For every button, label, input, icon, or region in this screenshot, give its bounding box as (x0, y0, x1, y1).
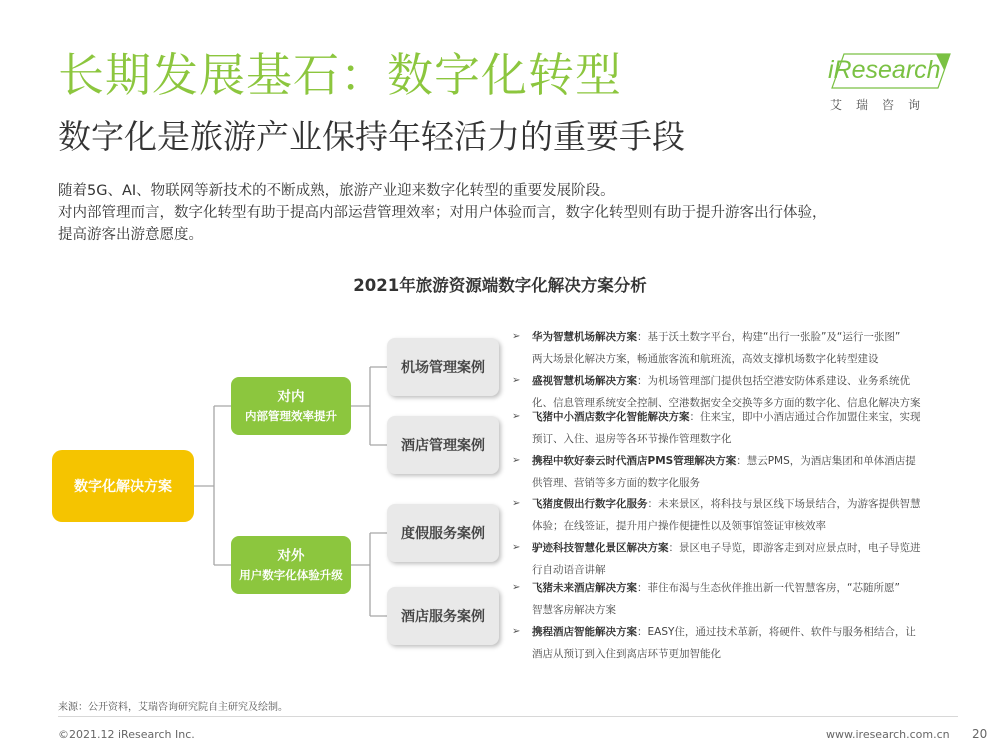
arrow-bullet-icon: ➢ (512, 331, 521, 342)
arrow-bullet-icon: ➢ (512, 455, 521, 466)
footer-divider (58, 716, 958, 717)
solution-name: 驴迹科技智慧化景区解决方案 (532, 542, 669, 554)
solution-text: 预订、入住、退房等各环节操作管理数字化 (532, 433, 732, 445)
diagram-title: 2021年旅游资源端数字化解决方案分析 (353, 276, 647, 295)
arrow-bullet-icon: ➢ (512, 375, 521, 386)
list-item (512, 450, 957, 494)
logo-brand: iResearch (828, 56, 941, 84)
branch-external (231, 536, 351, 594)
desc-airport (512, 326, 957, 414)
root-label: 数字化解决方案 (74, 479, 172, 495)
logo-cn: 艾瑞咨询 (830, 98, 935, 112)
solution-text: ：慧云PMS，为酒店集团和单体酒店提 (736, 455, 916, 467)
source-note: 来源：公开资料，艾瑞咨询研究院自主研究及绘制。 (58, 702, 288, 713)
solution-name: 华为智慧机场解决方案 (532, 331, 637, 343)
solution-text: 行自动语音讲解 (532, 564, 606, 576)
desc-hotel-management (512, 406, 957, 494)
arrow-bullet-icon: ➢ (512, 626, 521, 637)
desc-vacation (512, 493, 957, 581)
solution-text: ：基于沃土数字平台，构建“出行一张脸”及“运行一张图” (637, 331, 901, 343)
solution-text: 两大场景化解决方案，畅通旅客流和航班流，高效支撑机场数字化转型建设 (532, 353, 879, 365)
list-item (512, 537, 957, 581)
solution-text: ：为机场管理部门提供包括空港安防体系建设、业务系统优 (637, 375, 910, 387)
list-item (512, 406, 957, 450)
list-item (512, 493, 957, 537)
case-vacation (387, 504, 499, 562)
solution-text: 酒店从预订到入住到离店环节更加智能化 (532, 648, 721, 660)
case-label: 度假服务案例 (401, 526, 485, 542)
solution-name: 飞猪中小酒店数字化智能解决方案 (532, 411, 690, 423)
solution-text: 体验；在线签证，提升用户操作便捷性以及领事馆签证审核效率 (532, 520, 826, 532)
intro-line: 提高游客出游意愿度。 (58, 227, 203, 243)
branch-label: 对内 (277, 389, 305, 405)
case-label: 酒店管理案例 (401, 438, 485, 454)
solution-name: 盛视智慧机场解决方案 (532, 375, 637, 387)
intro-line: 随着5G、AI、物联网等新技术的不断成熟，旅游产业迎来数字化转型的重要发展阶段。 (58, 183, 615, 199)
list-item (512, 621, 957, 665)
arrow-bullet-icon: ➢ (512, 411, 521, 422)
solution-text: 智慧客房解决方案 (532, 604, 616, 616)
solution-text: 化、信息管理系统安全控制、空港数据安全交换等多方面的数字化、信息化解决方案 (532, 397, 921, 409)
list-item (512, 577, 957, 621)
solution-text: ：EASY住，通过技术革新，将硬件、软件与服务相结合，让 (637, 626, 916, 638)
page-title: 长期发展基石：数字化转型 (58, 48, 622, 102)
arrow-bullet-icon: ➢ (512, 498, 521, 509)
desc-hotel-service (512, 577, 957, 665)
root-node (52, 450, 194, 522)
list-item (512, 326, 957, 370)
solution-name: 携程酒店智能解决方案 (532, 626, 637, 638)
solution-name: 飞猪未来酒店解决方案 (532, 582, 637, 594)
arrow-bullet-icon: ➢ (512, 582, 521, 593)
branch-internal (231, 377, 351, 435)
branch-label: 对外 (277, 548, 305, 564)
solution-name: 携程中软好泰云时代酒店PMS管理解决方案 (532, 455, 737, 467)
case-label: 机场管理案例 (401, 360, 485, 376)
case-airport (387, 338, 499, 396)
intro-line: 对内部管理而言，数字化转型有助于提高内部运营管理效率；对用户体验而言，数字化转型则有助于提升游客出行体验， (58, 205, 827, 221)
page-subtitle: 数字化是旅游产业保持年轻活力的重要手段 (58, 117, 685, 156)
website-link[interactable]: www.iresearch.com.cn (826, 728, 950, 741)
case-label: 酒店服务案例 (401, 609, 485, 625)
branch-sub: 内部管理效率提升 (245, 409, 337, 423)
solution-name: 飞猪度假出行数字化服务 (532, 498, 648, 510)
arrow-bullet-icon: ➢ (512, 542, 521, 553)
solution-text: ：景区电子导览，即游客走到对应景点时，电子导览进 (668, 542, 921, 554)
copyright: ©2021.12 iResearch Inc. (58, 728, 195, 741)
solution-text: 供管理、营销等多方面的数字化服务 (532, 477, 700, 489)
page-number: 20 (972, 727, 988, 741)
case-hotel-service (387, 587, 499, 645)
solution-text: ：菲住布渴与生态伙伴推出新一代智慧客房，“芯随所愿” (637, 582, 900, 594)
solution-text: ：未来景区，将科技与景区线下场景结合，为游客提供智慧 (647, 498, 921, 510)
solution-text: ：住来宝，即中小酒店通过合作加盟住来宝，实现 (689, 411, 921, 423)
branch-sub: 用户数字化体验升级 (239, 568, 343, 582)
case-hotel-management (387, 416, 499, 474)
